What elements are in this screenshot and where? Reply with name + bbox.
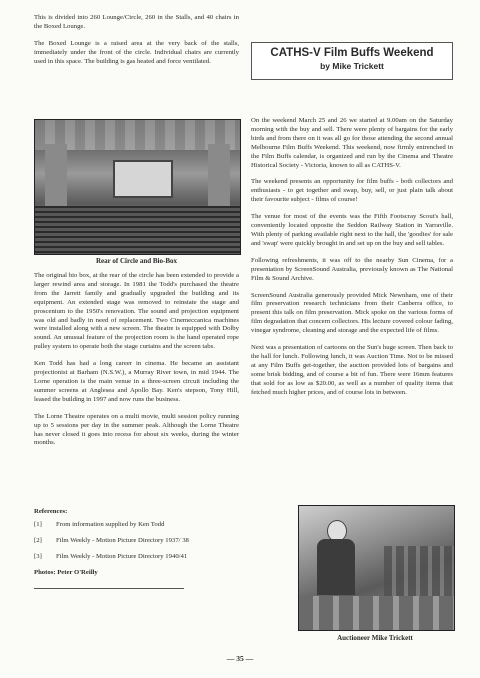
paragraph: On the weekend March 25 and 26 we started at 9.00am on the Saturday morning with the buy and sell. There were plenty of bargains for the early birds and from there on it was all go for those attending the second annual Melbourne Film Buffs Weekend. This weekend, now firmly entrenched in the Film Buffs calendar, is organized and run by the Cinema and Theatre Historical Society - Victoria, known to all as CATHS-V.: [251, 117, 453, 169]
paragraph: The weekend presents an opportunity for film buffs - both collectors and enthusiasts - to get together and swap, buy, sell, or just plain talk about their favourite subject - films of course!: [251, 178, 453, 204]
left-column-continued: [34, 272, 239, 456]
theatre-interior-photo: [34, 119, 241, 255]
paragraph: The Boxed Lounge is a raised area at the very back of the stalls, immediately under the front of the circle. Individual chairs are currently used in this space. The building is gas heated and force ventilated.: [34, 39, 239, 65]
reference-item: [1] From information supplied by Ken Todd: [34, 520, 165, 528]
paragraph: This is divided into 260 Lounge/Circle, 260 in the Stalls, and 40 chairs in the Boxed Lounge.: [34, 14, 239, 30]
page-number: — 35 —: [226, 654, 254, 663]
photo-caption: Rear of Circle and Bio-Box: [95, 257, 177, 265]
paragraph: The venue for most of the events was the Fifth Footscray Scout's hall, conveniently located opposite the Seddon Railway Station in Yarraville. With plenty of parking available right next to the hall, the 'goodies' for sale and 'swap' were quickly brought in and set up on the buy and sell tables.: [251, 213, 453, 247]
paragraph: Ken Todd has had a long career in cinema. He became an assistant projectionist at Barham (N.S.W.), a Murray River town, in mid 1944. The Lorne operation is the main venue in a three-screen circuit including the summer screens at Anglesea and Apollo Bay. Ken's stepson, Tony Hill, leased the building in 1997 and now runs the business.: [34, 360, 239, 403]
reference-item: [3] Film Weekly - Motion Picture Directory 1940/41: [34, 552, 188, 560]
paragraph: The original bio box, at the rear of the circle has been extended to provide a larger rewind area and storage. In 1981 the Todd's purchased the theatre from the Jarrett family and gradually upgraded the building and its equipment. An extended stage was removed to reinstate the stage and proscenium to the 1950's renovation. The sound and projection equipment was old and badly in need of replacement. Two Cinemeccanica machines were installed along with a new screen. The theatre is equipped with Dolby sound. An unusual feature of the projection room is the hand operated rope pulley system to operate both the stage curtains and the screen tabs.: [34, 272, 239, 351]
paragraph: Next was a presentation of cartoons on the Sun's huge screen. Then back to the hall for lunch. Following lunch, it was Auction Time. Not to be missed at any Film Buffs get-together, the auction provided lots of bargains and some brisk bidding, and of course a bit of fun. There were 16mm features that sold for as low as $20.00, as well as a number of quality items that fetched much higher prices, and of course lots in between.: [251, 344, 453, 396]
paragraph: The Lorne Theatre operates on a multi movie, multi session policy running up to 5 sessions per day in the summer peak. Although the Lorne Theatre has never closed it goes into recess for about six weeks, during the winter months.: [34, 412, 239, 447]
divider: [34, 588, 184, 589]
right-column: [251, 117, 453, 405]
article-title: CATHS-V Film Buffs Weekend: [270, 47, 434, 59]
paragraph: Following refreshments, it was off to the nearby Sun Cinema, for a presentation by ScreenSound Australia, previously known as The National Film & Sound Archive.: [251, 256, 453, 282]
references: [34, 508, 239, 589]
article-byline: by Mike Trickett: [320, 61, 384, 71]
reference-item: [2] Film Weekly - Motion Picture Directory 1937/ 38: [34, 536, 189, 544]
auctioneer-photo: [298, 505, 455, 631]
photo-caption: Auctioneer Mike Trickett: [337, 634, 413, 642]
left-column: [34, 14, 239, 75]
article-title-box: [251, 42, 453, 80]
paragraph: ScreenSound Australia generously provided Mick Newnham, one of their film preservation research technicians from their Canberra office, to present this talk on film preservation. Mick spoke on the various forms of film degradation that concern collectors. His lecture covered colour fading, vinegar syndrome, cleaning and storage and the expected life of films.: [251, 291, 453, 335]
references-heading: References:: [34, 508, 68, 515]
photo-credit: Photos: Peter O'Reilly: [34, 568, 98, 576]
